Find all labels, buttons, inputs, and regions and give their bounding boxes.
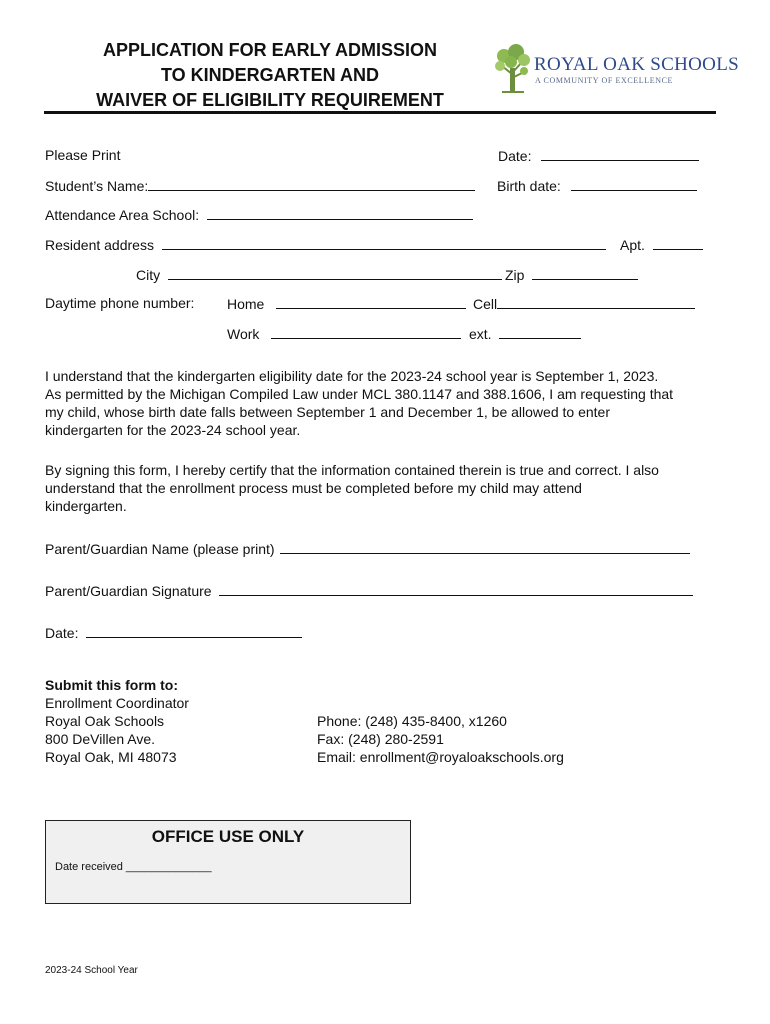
address-line: Royal Oak Schools: [45, 713, 165, 729]
home-phone-label: Home: [227, 296, 265, 312]
birth-date-label: Birth date:: [497, 178, 561, 194]
paragraph-line: my child, whose birth date falls between September 1 and December 1, be allowed to enter: [45, 404, 610, 420]
resident-address-field[interactable]: [45, 236, 606, 253]
city-line[interactable]: [168, 266, 502, 280]
work-phone-field[interactable]: [227, 325, 461, 342]
daytime-phone-label: Daytime phone number:: [45, 295, 195, 311]
guardian-signature-line[interactable]: [219, 582, 693, 596]
email-text: Email: enrollment@royaloakschools.org: [317, 749, 564, 765]
title-line-1: APPLICATION FOR EARLY ADMISSION: [102, 40, 438, 60]
apt-field[interactable]: [620, 236, 703, 253]
tree-logo-icon: [494, 44, 532, 94]
phone-text: Phone: (248) 435-8400, x1260: [317, 713, 507, 729]
birth-date-field[interactable]: [497, 177, 697, 194]
address-line: Enrollment Coordinator: [45, 695, 189, 711]
zip-line[interactable]: [532, 266, 638, 280]
eligibility-paragraph: [45, 367, 735, 439]
resident-address-line[interactable]: [162, 236, 606, 250]
signature-date-line[interactable]: [86, 624, 302, 638]
zip-label: Zip: [505, 267, 525, 283]
address-line: 800 DeVillen Ave.: [45, 731, 156, 747]
please-print-label: Please Print: [45, 147, 121, 163]
office-use-heading: OFFICE USE ONLY: [151, 827, 305, 846]
apt-line[interactable]: [653, 236, 703, 250]
ext-line[interactable]: [499, 325, 581, 339]
work-phone-line[interactable]: [271, 325, 461, 339]
paragraph-line: By signing this form, I hereby certify that the information contained therein is true and correct. I also: [45, 462, 659, 478]
student-name-line[interactable]: [148, 177, 475, 191]
footer-school-year: 2023-24 School Year: [45, 965, 138, 976]
address-line: Royal Oak, MI 48073: [45, 749, 177, 765]
date-received-label: Date received ______________: [55, 861, 212, 873]
logo-tagline: A COMMUNITY OF EXCELLENCE: [535, 76, 674, 85]
resident-address-label: Resident address: [45, 237, 154, 253]
submit-address-block: [45, 676, 189, 766]
paragraph-line: I understand that the kindergarten eligibility date for the 2023-24 school year is September 1, 2023.: [45, 368, 659, 384]
fax-text: Fax: (248) 280-2591: [317, 731, 444, 747]
guardian-name-label: Parent/Guardian Name (please print): [45, 541, 275, 557]
cell-phone-field[interactable]: [473, 295, 695, 312]
date-field[interactable]: [498, 147, 699, 164]
certification-paragraph: [45, 461, 735, 515]
paragraph-line: understand that the enrollment process must be completed before my child may attend: [45, 480, 582, 496]
city-label: City: [136, 267, 161, 283]
paragraph-line: kindergarten for the 2023-24 school year.: [45, 422, 301, 438]
submit-heading: Submit this form to:: [45, 677, 178, 693]
royal-oak-logo: [494, 44, 739, 96]
ext-field[interactable]: [469, 325, 581, 342]
title-line-2: TO KINDERGARTEN AND: [160, 65, 379, 85]
attendance-school-field[interactable]: [45, 206, 473, 223]
ext-label: ext.: [469, 326, 492, 342]
title-line-3: WAIVER OF ELIGIBILITY REQUIREMENT: [96, 90, 444, 110]
city-field[interactable]: [136, 266, 502, 283]
zip-field[interactable]: [505, 266, 638, 283]
apt-label: Apt.: [620, 237, 645, 253]
signature-date-label: Date:: [45, 625, 79, 641]
signature-date-field[interactable]: [45, 624, 302, 641]
cell-phone-line[interactable]: [497, 295, 695, 309]
home-phone-field[interactable]: [227, 295, 466, 312]
logo-name: ROYAL OAK SCHOOLS: [534, 54, 739, 75]
guardian-signature-label: Parent/Guardian Signature: [45, 583, 212, 599]
cell-phone-label: Cell: [473, 296, 498, 312]
contact-block: [317, 712, 564, 766]
student-name-field[interactable]: [45, 177, 475, 194]
form-title: [60, 38, 480, 113]
guardian-signature-field[interactable]: [45, 582, 693, 599]
home-phone-line[interactable]: [276, 295, 466, 309]
paragraph-line: kindergarten.: [45, 498, 127, 514]
date-label: Date:: [498, 148, 532, 164]
student-name-label: Student’s Name:: [45, 178, 149, 194]
paragraph-line: As permitted by the Michigan Compiled Law under MCL 380.1147 and 388.1606, I am requesting that: [45, 386, 674, 402]
work-phone-label: Work: [227, 326, 260, 342]
date-line[interactable]: [541, 147, 699, 161]
attendance-school-label: Attendance Area School:: [45, 207, 200, 223]
office-use-box: [45, 820, 411, 904]
guardian-name-line[interactable]: [280, 540, 690, 554]
birth-date-line[interactable]: [571, 177, 697, 191]
header-divider: [44, 111, 716, 114]
guardian-name-field[interactable]: [45, 540, 690, 557]
attendance-school-line[interactable]: [207, 206, 473, 220]
